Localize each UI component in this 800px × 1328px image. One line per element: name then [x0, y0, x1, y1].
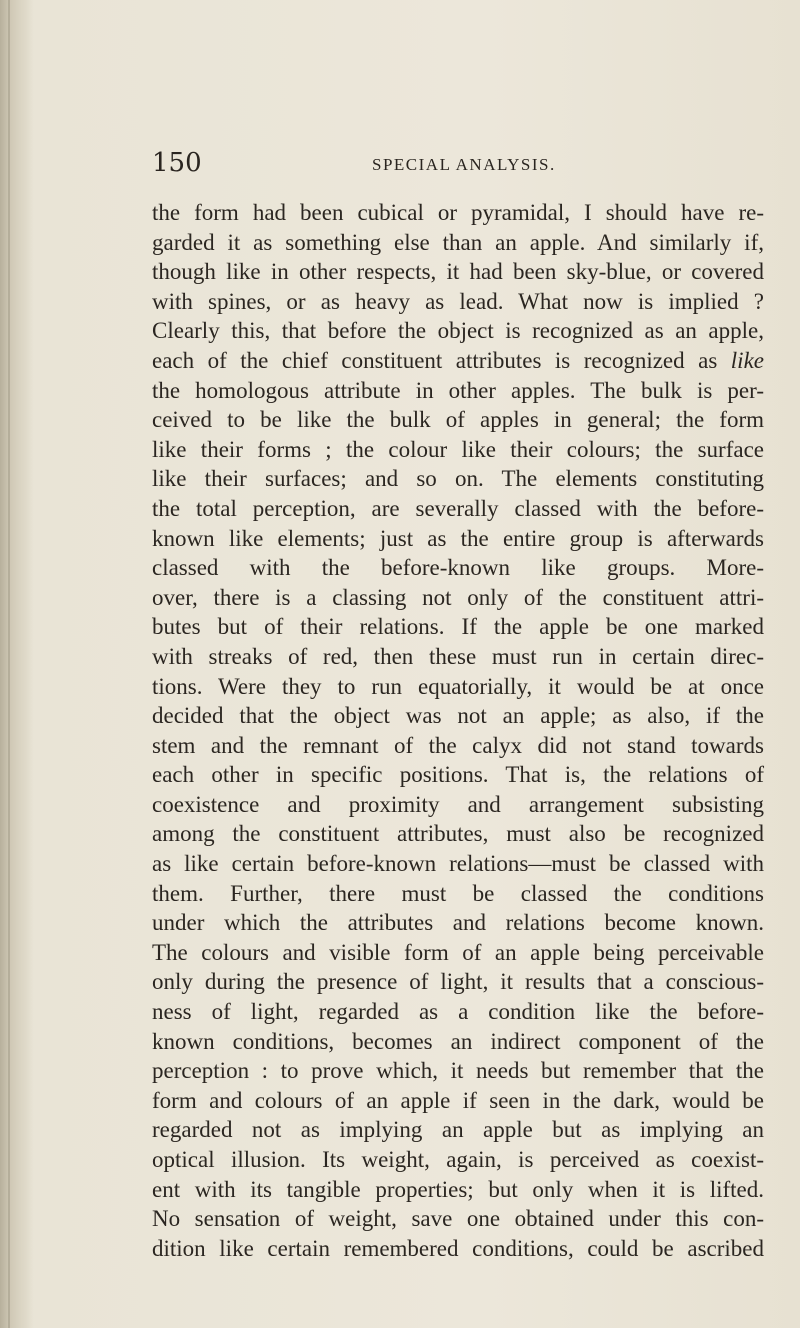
text-line: The colours and visible form of an apple being perceivable — [152, 939, 764, 965]
text-line: as like certain before-known relations—must be classed with — [152, 851, 764, 877]
text-line: dition like certain remembered conditions, could be ascribed — [152, 1235, 764, 1261]
text-line: the total perception, are severally classed with the before- — [152, 495, 764, 521]
text-line: form and colours of an apple if seen in the dark, would be — [152, 1087, 764, 1113]
text-line: under which the attributes and relations become known. — [152, 910, 764, 936]
text-line: optical illusion. Its weight, again, is perceived as coexist- — [152, 1147, 764, 1172]
text-line: like their surfaces; and so on. The elements constituting — [152, 466, 764, 492]
text-line: coexistence and proximity and arrangement subsisting — [152, 791, 764, 817]
text-line: the form had been cubical or pyramidal, I should have re- — [152, 200, 764, 225]
text-line: each of the chief constituent attributes is recognized as like — [152, 347, 764, 373]
text-line: like their forms ; the colour like their colours; the surface — [152, 436, 764, 462]
text-line: with streaks of red, then these must run in certain direc- — [152, 643, 764, 669]
text-line: regarded not as implying an apple but as implying an — [152, 1117, 764, 1143]
body-text — [152, 198, 764, 1263]
text-line: known conditions, becomes an indirect component of the — [152, 1028, 764, 1054]
text-line: tions. Were they to run equatorially, it would be at once — [152, 673, 764, 699]
running-head: SPECIAL ANALYSIS. — [372, 155, 556, 174]
text-line: them. Further, there must be classed the conditions — [152, 880, 764, 906]
text-line: each other in specific positions. That is, the relations of — [152, 762, 764, 788]
text-line: only during the presence of light, it results that a conscious- — [152, 969, 764, 995]
text-line: classed with the before-known like groups. More- — [152, 555, 764, 581]
text-line: with spines, or as heavy as lead. What now is implied ? — [152, 288, 764, 314]
text-line: though like in other respects, it had been sky-blue, or covered — [152, 259, 764, 285]
text-line: No sensation of weight, save one obtained under this con- — [152, 1206, 764, 1232]
binding-edge — [8, 0, 10, 1328]
text-line: known like elements; just as the entire group is afterwards — [152, 525, 764, 551]
text-line: ent with its tangible properties; but only when it is lifted. — [152, 1176, 764, 1202]
text-line: among the constituent attributes, must also be recognized — [152, 821, 764, 847]
text-line: butes but of their relations. If the apple be one marked — [152, 614, 764, 640]
page-number: 150 — [152, 148, 202, 178]
text-line: over, there is a classing not only of the constituent attri- — [152, 584, 764, 610]
text-line: garded it as something else than an apple. And similarly if, — [152, 229, 764, 255]
page-gutter — [0, 0, 34, 1328]
text-line: stem and the remnant of the calyx did not stand towards — [152, 732, 764, 758]
text-line: decided that the object was not an apple; as also, if the — [152, 703, 764, 729]
text-line: ceived to be like the bulk of apples in general; the form — [152, 407, 764, 433]
text-line: Clearly this, that before the object is recognized as an apple, — [152, 318, 764, 344]
text-line: ness of light, regarded as a condition like the before- — [152, 999, 764, 1025]
page-header — [152, 148, 762, 188]
text-line: the homologous attribute in other apples. The bulk is per- — [152, 377, 764, 403]
text-line: perception : to prove which, it needs but remember that the — [152, 1058, 764, 1084]
